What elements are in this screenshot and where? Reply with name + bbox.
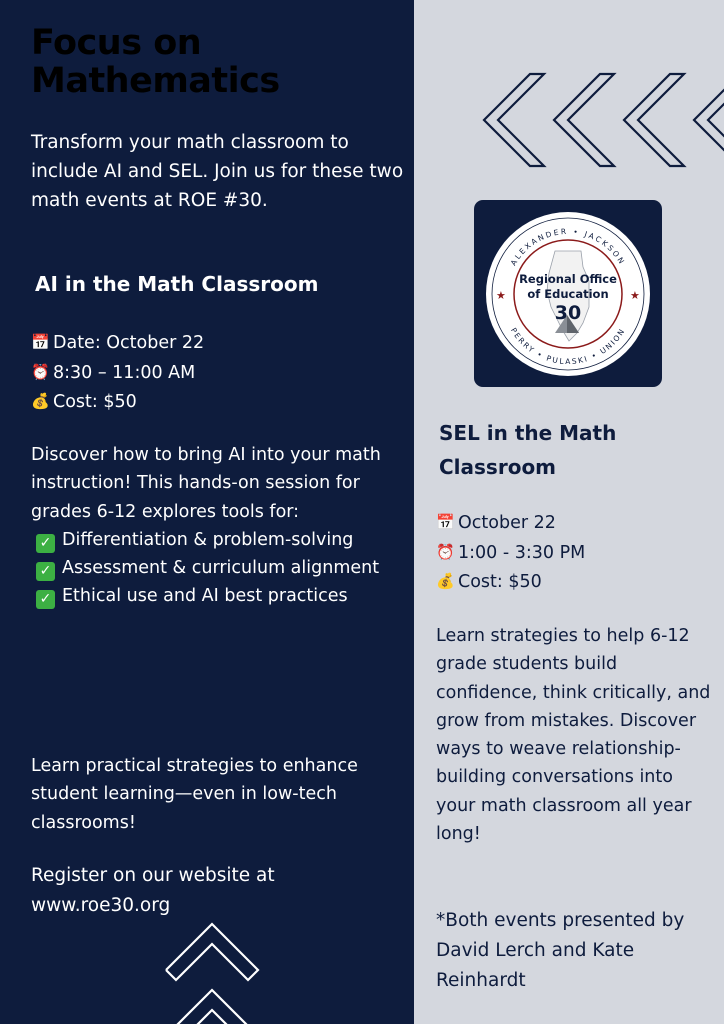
- star-icon: ★: [496, 289, 506, 302]
- sel-time-text: 1:00 - 3:30 PM: [458, 542, 586, 563]
- bullet-text: Assessment & curriculum alignment: [62, 558, 380, 579]
- chevron-up-icon: [176, 1010, 248, 1024]
- logo-ring-top-text: ALEXANDER • JACKSON: [508, 226, 628, 268]
- title-line-2: Mathematics: [31, 61, 280, 101]
- website-link[interactable]: www.roe30.org: [31, 895, 171, 916]
- list-item: [31, 526, 391, 554]
- sel-event-cost: [436, 567, 716, 597]
- bullet-text: Differentiation & problem-solving: [62, 529, 354, 550]
- calendar-icon: 📅: [436, 513, 455, 531]
- alarm-clock-icon: ⏰: [436, 542, 455, 561]
- chevron-up-icon: [166, 924, 258, 980]
- register-text: Register on our website at: [31, 865, 275, 886]
- ai-description-text: Discover how to bring AI into your math instruction! This hands-on session for grades 6-12 explores tools for:: [31, 445, 381, 522]
- sel-event-title: [439, 416, 709, 484]
- ai-event-closing: Learn practical strategies to enhance student learning—even in low-tech classrooms!: [31, 756, 358, 833]
- chevron-left-icon: [694, 74, 724, 166]
- chevron-up-decoration: [160, 918, 264, 1024]
- page-title: [31, 24, 401, 100]
- chevron-left-icon: [554, 74, 614, 166]
- sel-date-text: October 22: [458, 513, 556, 533]
- sel-event-time: [436, 538, 716, 568]
- ai-event-meta: [31, 328, 401, 417]
- ai-event-date: [31, 328, 401, 358]
- ai-date-text: Date: October 22: [53, 333, 205, 353]
- presenters-footnote: *Both events presented by David Lerch and Kate Reinhardt: [436, 910, 685, 991]
- sel-event-description: Learn strategies to help 6-12 grade students build confidence, think critically, and grow from mistakes. Discover ways to weave relationship-building conversations into your math classroom all year long!: [436, 626, 711, 845]
- register-info: [31, 861, 391, 921]
- chevron-left-icon: [486, 74, 530, 166]
- money-bag-icon: 💰: [436, 572, 455, 590]
- sel-cost-text: Cost: $50: [458, 572, 542, 592]
- logo-line-2: of Education: [527, 287, 609, 301]
- roe-seal-icon: [485, 211, 651, 377]
- roe-logo: [474, 200, 662, 387]
- intro-text: Transform your math classroom to include AI and SEL. Join us for these two math events at ROE #30.: [31, 132, 404, 211]
- ai-time-text: 8:30 – 11:00 AM: [53, 362, 196, 383]
- calendar-icon: 📅: [31, 333, 50, 351]
- ai-cost-text: Cost: $50: [53, 392, 137, 412]
- bullet-text: Ethical use and AI best practices: [62, 586, 348, 607]
- sel-title-line-2: Classroom: [439, 455, 557, 479]
- logo-line-1: Regional Office: [519, 272, 617, 286]
- chevron-up-icon: [166, 990, 258, 1024]
- logo-ring-bottom-text: PERRY • PULASKI • UNION: [508, 326, 628, 367]
- sel-event-date: [436, 508, 716, 538]
- check-box-icon: ✓: [36, 562, 55, 581]
- sel-title-line-1: SEL in the Math: [439, 421, 617, 445]
- ai-event-description: [31, 441, 391, 611]
- check-box-icon: ✓: [36, 534, 55, 553]
- ai-event-cost: [31, 387, 401, 417]
- title-line-1: Focus on: [31, 23, 202, 63]
- money-bag-icon: 💰: [31, 392, 50, 410]
- sel-event-meta: [436, 508, 716, 597]
- ai-event-time: [31, 358, 401, 388]
- list-item: [31, 554, 391, 582]
- check-box-icon: ✓: [36, 590, 55, 609]
- list-item: [31, 582, 391, 610]
- chevron-left-icon: [484, 74, 544, 166]
- alarm-clock-icon: ⏰: [31, 362, 50, 381]
- ai-event-title: AI in the Math Classroom: [35, 272, 319, 296]
- chevron-left-icon: [624, 74, 684, 166]
- star-icon: ★: [630, 289, 640, 302]
- logo-number: 30: [554, 302, 582, 324]
- chevron-left-decoration: [472, 70, 724, 170]
